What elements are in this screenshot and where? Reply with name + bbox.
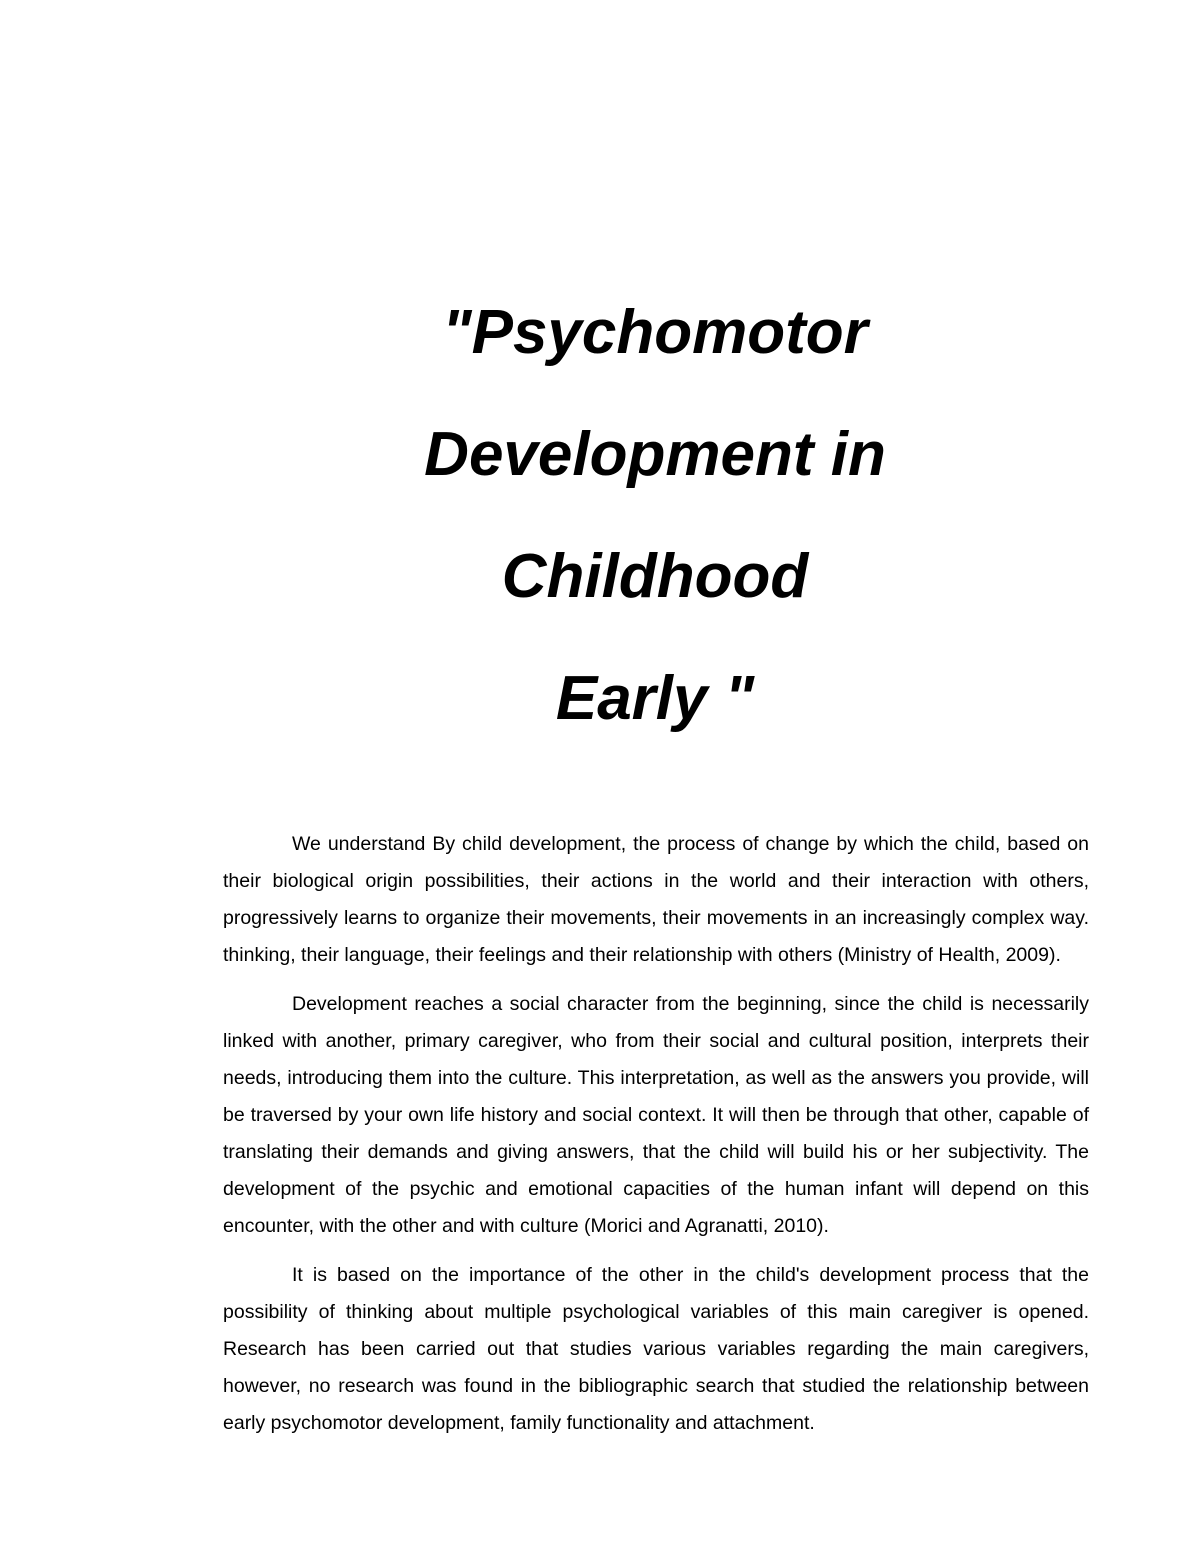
title-line-1: "Psychomotor [442, 298, 868, 367]
title-line-3: Childhood [501, 542, 809, 611]
paragraph-2: Development reaches a social character from the beginning, since the child is necessarily linked with another, primary caregiver, who from their social and cultural position, interprets their needs, introducing them into the culture. This interpretation, as well as the answers you provide, will be traversed by your own life history and social context. It will then be through that other, capable of translating their demands and giving answers, that the child will build his or her subjectivity. The development of the psychic and emotional capacities of the human infant will depend on this encounter, with the other and with culture (Morici and Agranatti, 2010). [223, 993, 1089, 1237]
title-line-2: Development in [424, 420, 886, 489]
paragraph-1: We understand By child development, the process of change by which the child, based on their biological origin possibilities, their actions in the world and their interaction with others, progressively learns to organize their movements, their movements in an increasingly complex way. thinking, their language, their feelings and their relationship with others (Ministry of Health, 2009). [223, 833, 1089, 966]
title-line-4: Early " [555, 664, 755, 733]
body-text [223, 826, 1089, 1454]
document-title [0, 272, 1200, 760]
paragraph-3: It is based on the importance of the other in the child's development process that the possibility of thinking about multiple psychological variables of this main caregiver is opened. Research has been carried out that studies various variables regarding the main caregivers, however, no research was found in the bibliographic search that studied the relationship between early psychomotor development, family functionality and attachment. [223, 1264, 1089, 1434]
